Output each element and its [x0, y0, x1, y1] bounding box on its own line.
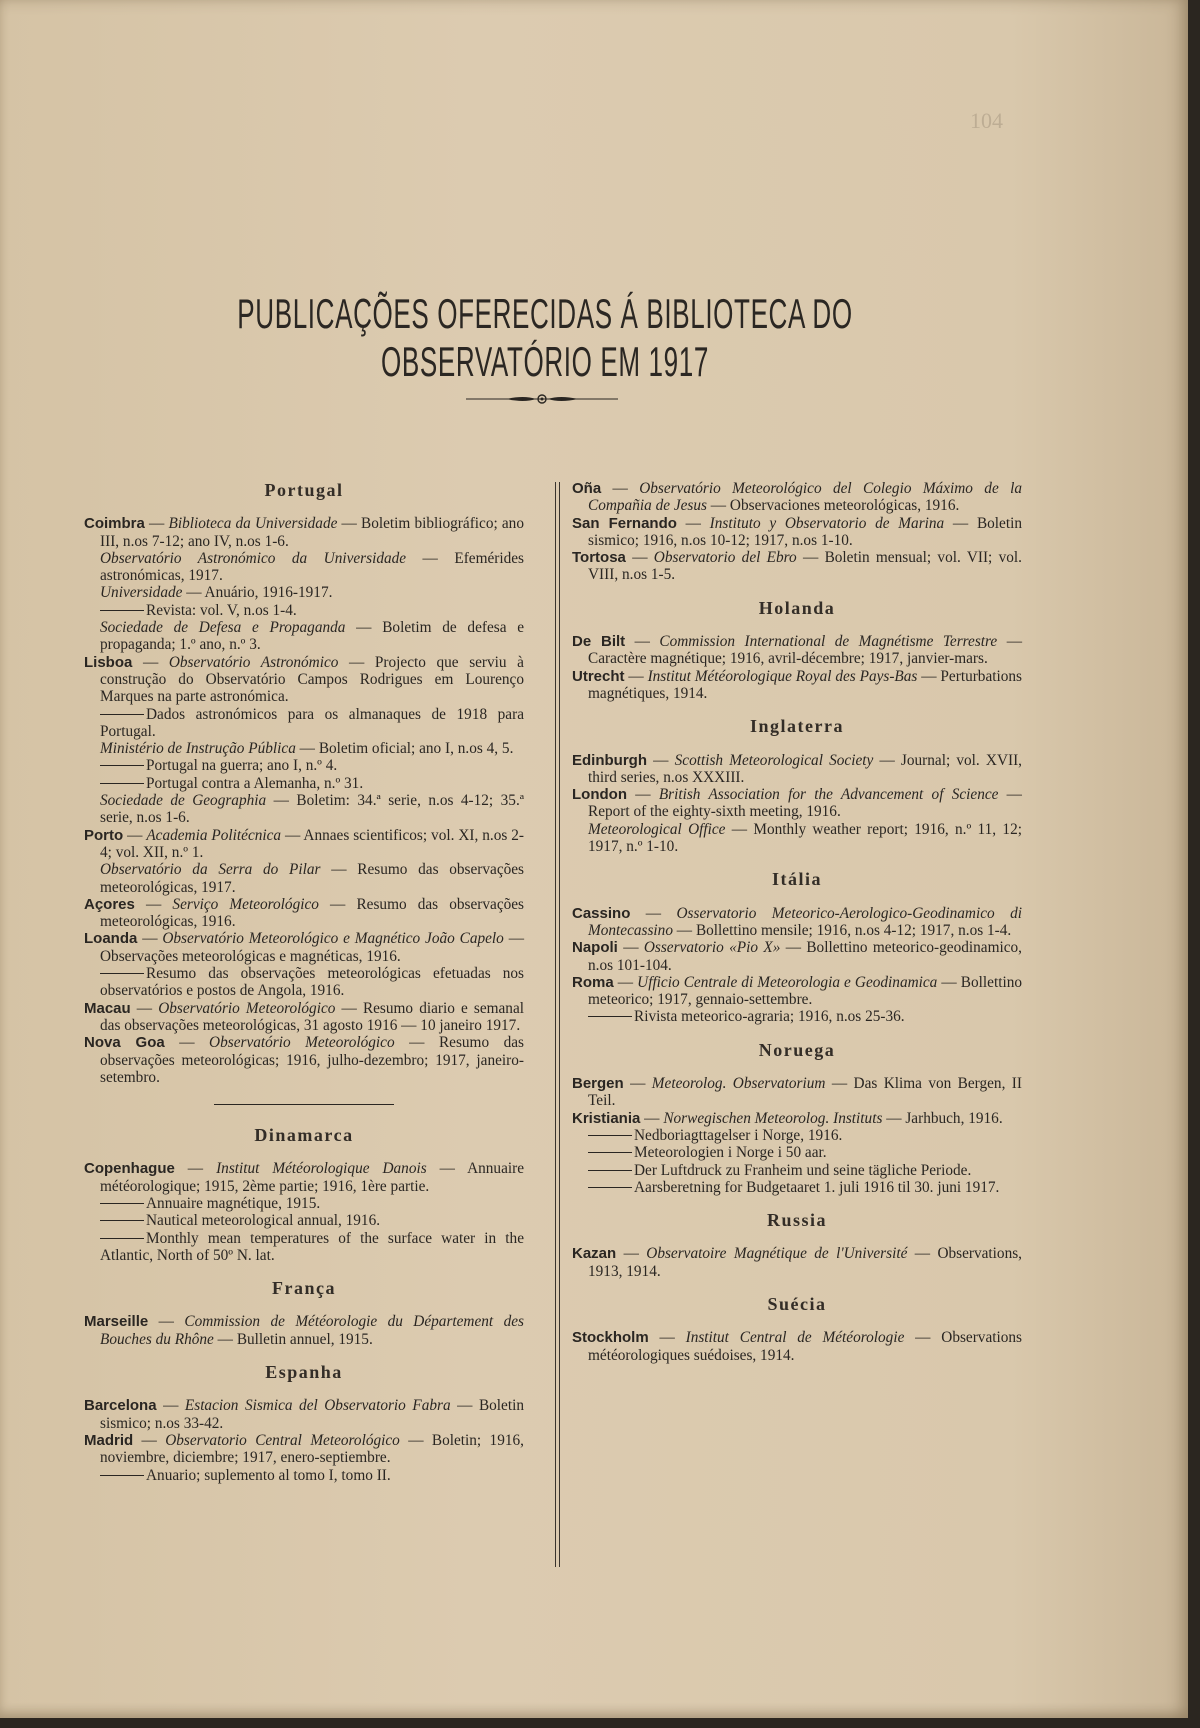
entry-institution: Sociedade de Geographia [100, 792, 267, 810]
entry-place: Porto [84, 826, 124, 844]
entry-institution: Scottish Meteorological Society [674, 751, 874, 769]
ditto-rule [100, 610, 144, 611]
entry-text: Anuario; suplemento al tomo I, tomo II. [146, 1466, 391, 1484]
entry-institution: Sociedade de Defesa e Propaganda [100, 619, 346, 637]
entry-place: Utrecht [572, 667, 625, 685]
entry-kristiania-aarsberetning [572, 1179, 1022, 1196]
entry-edinburgh: Edinburgh — Scottish Meteorological Society — Journal; vol. XVII, third series, n.os XXXIII. [572, 751, 1022, 786]
entry-institution: Commission de Météorologie du Département des Bouches du Rhône [100, 1313, 524, 1348]
entry-text: Boletin; 1916, noviembre, diciembre; 1917, enero-septiembre. [100, 1431, 524, 1467]
entry-text: Annuaire magnétique, 1915. [146, 1194, 321, 1212]
entry-stockholm: Stockholm — Institut Central de Météorologie — Observations météorologiques suédoises, 1914. [572, 1329, 1022, 1364]
entry-text: Portugal na guerra; ano I, n.º 4. [146, 757, 338, 775]
entry-place: Marseille [84, 1313, 149, 1331]
entry-place: Lisboa [84, 653, 133, 671]
entry-place: Napoli [572, 939, 618, 957]
entry-porto: Porto — Academia Politécnica — Annaes scientificos; vol. XI, n.os 2-4; vol. XII, n.º 1. [84, 826, 524, 861]
entry-text: Observations, 1913, 1914. [588, 1245, 1022, 1280]
entry-place: Kristiania [572, 1109, 641, 1127]
entry-institution: Observatorio del Ebro [653, 549, 797, 567]
ditto-rule [588, 1016, 632, 1017]
entry-text: Nautical meteorological annual, 1916. [146, 1212, 381, 1230]
ditto-rule [588, 1170, 632, 1171]
entry-cassino: Cassino — Osservatorio Meteorico-Aerologico-Geodinamico di Montecassino — Bollettino mensile; 1916, n.os 4-12; 1917, n.os 1-4. [572, 904, 1022, 939]
entry-text: Resumo das observações meteorológicas efetuadas nos observatórios e postos de Angola, 1916. [100, 965, 524, 1000]
section-heading-dinamarca: Dinamarca [254, 1125, 354, 1146]
entry-text: Observações meteorológicas e magnéticas, 1916. [100, 947, 401, 965]
entry-lisboa-guerra [84, 757, 524, 774]
entry-london: London — British Association for the Advancement of Science — Report of the eighty-sixth meeting, 1916. [572, 786, 1022, 821]
entry-text: Bollettino meteorico; 1917, gennaio-settembre. [588, 973, 1022, 1009]
entry-copenhague-magnetique [84, 1195, 524, 1212]
entry-copenhague: Copenhague — Institut Météorologique Danois — Annuaire météorologique; 1915, 2ème partie; 1916, 1ère partie. [84, 1160, 524, 1195]
entry-text: Boletin sismico; 1916, n.os 10-12; 1917, n.os 1-10. [588, 514, 1022, 549]
entry-text: Annuaire météorologique; 1915, 2ème partie; 1916, 1ère partie. [100, 1160, 524, 1195]
entry-text: Rivista meteorico-agraria; 1916, n.os 25-36. [634, 1008, 905, 1026]
entry-text: Boletin sismico; n.os 33-42. [100, 1397, 524, 1432]
entry-institution: Ministério de Instrução Pública [100, 740, 296, 758]
entry-institution: Instituto y Observatorio de Marina [709, 514, 945, 532]
entry-utrecht: Utrecht — Institut Météorologique Royal des Pays-Bas — Perturbations magnétiques, 1914. [572, 667, 1022, 702]
entry-roma: Roma — Ufficio Centrale di Meteorologia e Geodinamica — Bollettino meteorico; 1917, gennaio-settembre. [572, 973, 1022, 1009]
entry-text: Monthly weather report; 1916, n.º 11, 12; 1917, n.º 1-10. [588, 820, 1022, 856]
entry-text: Bollettino meteorico-geodinamico, n.os 101-104. [588, 939, 1022, 974]
entry-institution: Meteorological Office [588, 820, 726, 838]
section-heading-noruega: Noruega [758, 1039, 836, 1060]
ditto-rule [100, 1475, 144, 1476]
entry-loanda-resumo [84, 965, 524, 1000]
section-heading-portugal: Portugal [264, 480, 344, 500]
entry-kristiania-50aar [572, 1144, 1022, 1161]
entry-institution: Observatorio Central Meteorológico [165, 1431, 400, 1449]
entry-madrid: Madrid — Observatorio Central Meteorológico — Boletin; 1916, noviembre, diciembre; 1917, enero-septiembre. [84, 1431, 524, 1467]
entry-text: Observations météorologiques suédoises, 1914. [588, 1329, 1022, 1364]
entry-text: Journal; vol. XVII, third series, n.os XXXIII. [588, 751, 1022, 786]
entry-institution: British Association for the Advancement of Science [658, 786, 999, 804]
entry-text: Boletim oficial; ano I, n.os 4, 5. [318, 740, 514, 758]
entry-porto-pilar: Observatório da Serra do Pilar — Resumo das observações meteorológicas, 1917. [100, 861, 524, 896]
entry-bergen: Bergen — Meteorolog. Observatorium — Das Klima von Bergen, II Teil. [572, 1075, 1022, 1110]
entry-roma-rivista [572, 1008, 1022, 1025]
entry-institution: Observatório Astronómico da Universidade [100, 549, 407, 567]
entry-lisboa-alemanha [84, 775, 524, 792]
entry-text: Boletim bibliográfico; ano III, n.os 7-12; ano IV, n.os 1-6. [100, 515, 524, 550]
entry-institution: Academia Politécnica [146, 826, 282, 844]
ditto-rule [100, 1203, 144, 1204]
entry-text: Das Klima von Bergen, II Teil. [588, 1075, 1022, 1110]
entry-text: Aarsberetning for Budgetaaret 1. juli 1916 til 30. juni 1917. [634, 1178, 1000, 1196]
entry-institution: Institut Central de Météorologie [685, 1329, 905, 1347]
entry-place: London [572, 786, 627, 804]
entry-place: Edinburgh [572, 751, 647, 769]
entry-institution: Observatoire Magnétique de l'Université [646, 1245, 908, 1263]
ditto-rule [100, 1220, 144, 1221]
entry-institution: Observatório Meteorológico [158, 999, 336, 1017]
entry-text: Portugal contra a Alemanha, n.º 31. [146, 774, 364, 792]
section-heading-russia: Russia [766, 1210, 828, 1231]
entry-marseille: Marseille — Commission de Météorologie du Département des Bouches du Rhône — Bulletin annuel, 1915. [84, 1313, 524, 1348]
entry-place: Macau [84, 999, 131, 1017]
entry-institution: Observatório Meteorológico [209, 1034, 395, 1052]
section-heading-franca: França [272, 1278, 336, 1299]
entry-text: Caractère magnétique; 1916, avril-décembre; 1917, janvier-mars. [588, 650, 988, 668]
entry-place: Açores [84, 895, 135, 913]
entry-institution: Observatório Meteorológico del Colegio Máximo de la Compañia de Jesus [588, 480, 1022, 515]
entry-place: Copenhague [84, 1160, 175, 1178]
entry-text: Bollettino mensile; 1916, n.os 4-12; 1917, n.os 1-4. [695, 921, 1012, 939]
ditto-rule [100, 973, 144, 974]
ditto-rule [100, 1238, 144, 1239]
entry-text: Projecto que serviu à construção do Observatório Campos Rodrigues em Lourenço Marques na parte astronómica. [100, 653, 524, 706]
show-through-page-number: 104 [970, 108, 1003, 133]
entry-institution: Biblioteca da Universidade [168, 515, 338, 533]
entry-place: Madrid [84, 1431, 134, 1449]
entry-institution: Universidade [100, 584, 183, 602]
entry-text: Dados astronómicos para os almanaques de 1918 para Portugal. [100, 705, 524, 740]
entry-place: Barcelona [84, 1397, 157, 1415]
section-rule [214, 1104, 394, 1105]
ditto-rule [588, 1135, 632, 1136]
entry-text: Resumo das observações meteorológicas; 1916, julho-dezembro; 1917, janeiro-setembro. [100, 1034, 524, 1086]
page-title: PUBLICAÇÕES OFERECIDAS Á BIBLIOTECA DO OBSERVATÓRIO EM 1917 [237, 290, 853, 386]
entry-institution: Observatório da Serra do Pilar [100, 861, 321, 879]
entry-place: San Fernando [572, 514, 677, 532]
entry-institution: Serviço Meteorológico [172, 895, 319, 913]
entry-san-fernando: San Fernando — Instituto y Observatorio de Marina — Boletin sismico; 1916, n.os 10-12; 1917, n.os 1-10. [572, 514, 1022, 549]
entry-copenhague-monthly [84, 1230, 524, 1265]
entry-copenhague-nautical [84, 1212, 524, 1229]
entry-london-met-office: Meteorological Office — Monthly weather report; 1916, n.º 11, 12; 1917, n.º 1-10. [588, 820, 1022, 856]
entry-institution: Norwegischen Meteorolog. Instituts [663, 1109, 883, 1127]
ditto-rule [588, 1187, 632, 1188]
entry-institution: Institut Météorologique Royal des Pays-Bas [647, 667, 918, 685]
column-divider [555, 482, 560, 1567]
entry-text: Nedboriagttagelser i Norge, 1916. [634, 1126, 843, 1144]
entry-institution: Osservatorio «Pio X» [643, 939, 781, 957]
entry-text: Meteorologien i Norge i 50 aar. [634, 1144, 827, 1162]
entry-text: Jarhbuch, 1916. [905, 1109, 1003, 1127]
entry-place: De Bilt [572, 633, 626, 651]
entry-text: Efemérides astronómicas, 1917. [100, 549, 524, 585]
entry-place: Coimbra [84, 515, 145, 533]
entry-text: Der Luftdruck zu Franheim und seine tägliche Periode. [634, 1161, 972, 1179]
entry-nova-goa: Nova Goa — Observatório Meteorológico — Resumo das observações meteorológicas; 1916, julho-dezembro; 1917, janeiro-setembro. [84, 1034, 524, 1086]
entry-text: Boletim de defesa e propaganda; 1.º ano, n.º 3. [100, 619, 525, 654]
entry-loanda: Loanda — Observatório Meteorológico e Magnético João Capelo — Observações meteorológicas e magnéticas, 1916. [84, 930, 524, 965]
entry-text: Resumo das observações meteorológicas, 1917. [100, 861, 524, 896]
entry-text: Perturbations magnétiques, 1914. [588, 667, 1022, 702]
entry-place: Nova Goa [84, 1034, 165, 1052]
right-column [572, 480, 1022, 1364]
entry-coimbra-revista [84, 602, 524, 619]
entry-place: Kazan [572, 1245, 617, 1263]
entry-coimbra-sociedade: Sociedade de Defesa e Propaganda — Boletim de defesa e propaganda; 1.º ano, n.º 3. [100, 619, 525, 654]
ditto-rule [588, 1152, 632, 1153]
entry-lisboa-geographia: Sociedade de Geographia — Boletim: 34.ª serie, n.os 4-12; 35.ª serie, n.os 1-6. [100, 792, 524, 827]
entry-kazan: Kazan — Observatoire Magnétique de l'Université — Observations, 1913, 1914. [572, 1245, 1022, 1280]
entry-text: Bulletin annuel, 1915. [236, 1330, 373, 1348]
entry-place: Oña [572, 480, 602, 497]
entry-text: Resumo das observações meteorológicas, 1916. [100, 895, 525, 931]
entry-place: Bergen [572, 1075, 624, 1093]
entry-madrid-anuario [84, 1467, 524, 1484]
entry-lisboa-dados [84, 706, 524, 741]
entry-place: Roma [572, 973, 614, 991]
entry-text: Monthly mean temperatures of the surface water in the Atlantic, North of 50º N. lat. [100, 1229, 524, 1264]
entry-acores: Açores — Serviço Meteorológico — Resumo das observações meteorológicas, 1916. [84, 895, 525, 931]
entry-text: Observaciones meteorológicas, 1916. [729, 497, 960, 515]
entry-institution: Ufficio Centrale di Meteorologia e Geodinamica [637, 973, 938, 991]
entry-coimbra: Coimbra — Biblioteca da Universidade — Boletim bibliográfico; ano III, n.os 7-12; ano IV, n.os 1-6. [84, 515, 524, 550]
entry-institution: Observatório Astronómico [168, 653, 339, 671]
entry-text: Revista: vol. V, n.os 1-4. [146, 601, 297, 619]
entry-barcelona: Barcelona — Estacion Sismica del Observatorio Fabra — Boletin sismico; n.os 33-42. [84, 1397, 524, 1432]
entry-institution: Commission International de Magnétisme Terrestre [659, 633, 998, 651]
entry-institution: Meteorolog. Observatorium [651, 1075, 826, 1093]
entry-institution: Osservatorio Meteorico-Aerologico-Geodinamico di Montecassino [588, 904, 1022, 939]
entry-de-bilt: De Bilt — Commission International de Magnétisme Terrestre — Caractère magnétique; 1916, avril-décembre; 1917, janvier-mars. [572, 633, 1022, 668]
entry-coimbra-observatorio: Observatório Astronómico da Universidade — Efemérides astronómicas, 1917. [100, 549, 524, 585]
section-heading-italia: Itália [771, 869, 822, 890]
ditto-rule [100, 714, 144, 715]
entry-text: Resumo diario e semanal das observações meteorológicas, 31 agosto 1916 — 10 janeiro 1917. [100, 999, 525, 1034]
entry-institution: Institut Météorologique Danois [216, 1160, 427, 1178]
entry-text: Boletim: 34.ª serie, n.os 4-12; 35.ª serie, n.os 1-6. [100, 792, 524, 827]
section-heading-espanha: Espanha [265, 1362, 343, 1383]
entry-tortosa: Tortosa — Observatorio del Ebro — Boletin mensual; vol. VII; vol. VIII, n.os 1-5. [572, 549, 1022, 584]
entry-kristiania-luftdruck [572, 1162, 1022, 1179]
entry-text: Anuário, 1916-1917. [204, 584, 333, 602]
entry-institution: Observatório Meteorológico e Magnético João Capelo [162, 930, 504, 948]
entry-text: Annaes scientificos; vol. XI, n.os 2-4; vol. XII, n.º 1. [100, 826, 524, 861]
entry-napoli: Napoli — Osservatorio «Pio X» — Bollettino meteorico-geodinamico, n.os 101-104. [572, 939, 1022, 974]
entry-place: Tortosa [572, 549, 626, 567]
entry-kristiania-nedbor [572, 1127, 1022, 1144]
entry-coimbra-universidade: Universidade — Anuário, 1916-1917. [100, 584, 333, 602]
entry-macau: Macau — Observatório Meteorológico — Resumo diario e semanal das observações meteorológicas, 31 agosto 1916 — 10 janeiro 1917. [84, 999, 525, 1034]
entry-institution: Estacion Sismica del Observatorio Fabra [184, 1397, 451, 1415]
section-heading-holanda: Holanda [758, 597, 836, 618]
entry-text: Report of the eighty-sixth meeting, 1916. [588, 803, 841, 821]
entry-text: Boletin mensual; vol. VII; vol. VIII, n.os 1-5. [588, 549, 1022, 584]
ditto-rule [100, 783, 144, 784]
entry-place: Cassino [572, 904, 631, 922]
entry-ona: Oña — Observatório Meteorológico del Colegio Máximo de la Compañia de Jesus — Observaciones meteorológicas, 1916. [572, 480, 1022, 515]
entry-place: Stockholm [572, 1329, 649, 1347]
section-heading-inglaterra: Inglaterra [750, 716, 844, 737]
entry-place: Loanda [84, 930, 138, 948]
left-column [84, 480, 524, 1484]
entry-kristiania: Kristiania — Norwegischen Meteorolog. Instituts — Jarhbuch, 1916. [572, 1109, 1003, 1127]
ornament-divider [466, 392, 618, 406]
entry-lisboa-ministerio: Ministério de Instrução Pública — Boletim oficial; ano I, n.os 4, 5. [100, 740, 514, 758]
section-heading-suecia: Suécia [767, 1293, 827, 1314]
ditto-rule [100, 765, 144, 766]
entry-lisboa: Lisboa — Observatório Astronómico — Projecto que serviu à construção do Observatório Campos Rodrigues em Lourenço Marques na parte astronómica. [84, 653, 524, 706]
